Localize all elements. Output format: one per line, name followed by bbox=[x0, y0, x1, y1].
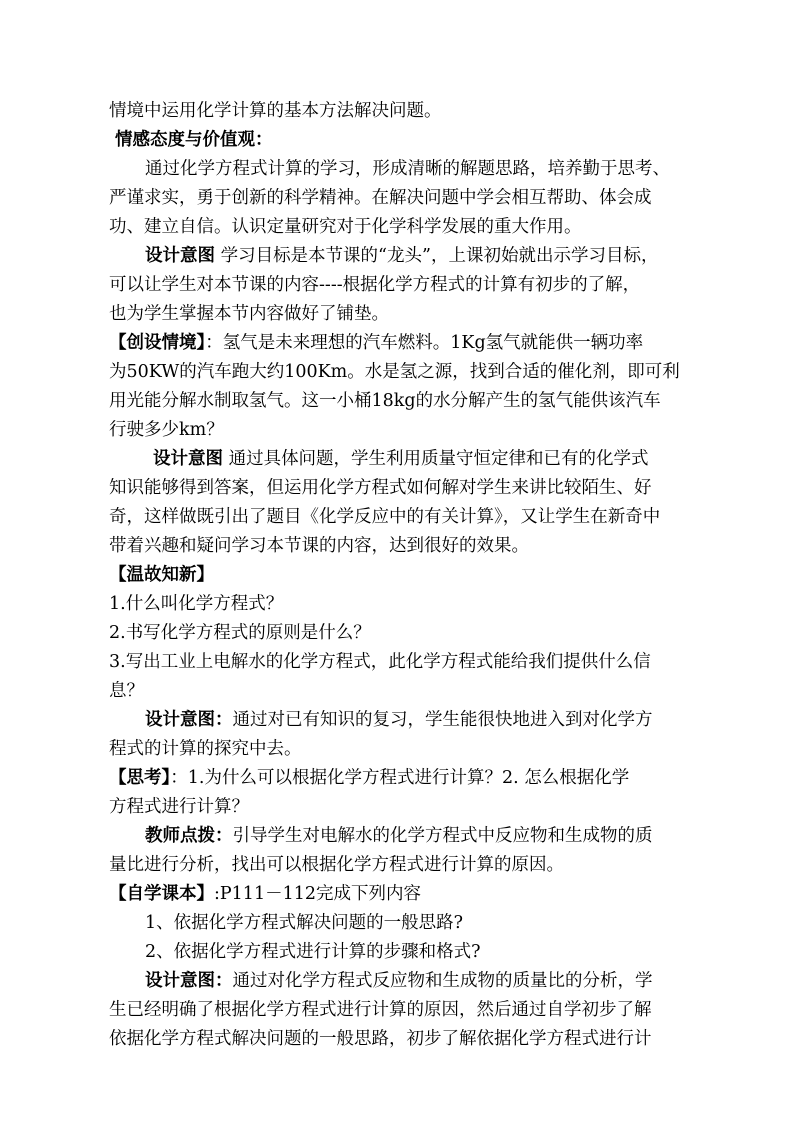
body-text: 严谨求实，勇于创新的科学精神。在解决问题中学会相互帮助、体会成 bbox=[109, 188, 652, 208]
body-text: 为50KW的汽车跑大约100Km。水是氢之源，找到合适的催化剂，即可利 bbox=[109, 362, 680, 382]
bold-heading-text: 【思考】 bbox=[109, 768, 171, 788]
text-line bbox=[109, 329, 689, 358]
body-text: 奇，这样做既引出了题目《化学反应中的有关计算》，又让学生在新奇中 bbox=[109, 507, 661, 527]
body-text: 通过化学方程式计算的学习，形成清晰的解题思路，培养勤于思考、 bbox=[145, 159, 670, 179]
body-text: 通过具体问题，学生利用质量守恒定律和已有的化学式 bbox=[223, 449, 649, 469]
text-line bbox=[109, 503, 689, 532]
text-line bbox=[109, 735, 689, 764]
body-text: :P111－112完成下列内容 bbox=[214, 884, 421, 904]
body-text: 引导学生对电解水的化学方程式中反应物和生成物的质 bbox=[232, 826, 653, 846]
text-line bbox=[109, 764, 689, 793]
text-line bbox=[109, 416, 689, 445]
body-text: ：1.为什么可以根据化学方程式进行计算？2. 怎么根据化学 bbox=[170, 768, 630, 788]
body-text: 依据化学方程式解决问题的一般思路，初步了解依据化学方程式进行计 bbox=[109, 1029, 652, 1049]
text-line bbox=[109, 474, 689, 503]
body-text: 带着兴趣和疑问学习本节课的内容，达到很好的效果。 bbox=[109, 536, 529, 556]
text-line bbox=[109, 1025, 689, 1054]
body-text: 生已经明确了根据化学方程式进行计算的原因，然后通过自学初步了解 bbox=[109, 1000, 652, 1020]
text-line bbox=[109, 851, 689, 880]
text-line bbox=[109, 300, 689, 329]
text-line bbox=[109, 155, 689, 184]
body-text: 学习目标是本节课的“龙头”，上课初始就出示学习目标， bbox=[215, 246, 659, 266]
body-text: 用光能分解水制取氢气。这一小桶18kg的水分解产生的氢气能供该汽车 bbox=[109, 391, 661, 411]
text-line bbox=[109, 967, 689, 996]
text-line bbox=[109, 909, 689, 938]
text-line bbox=[109, 532, 689, 561]
bold-heading-text: 【温故知新】 bbox=[109, 565, 214, 585]
text-line bbox=[109, 126, 689, 155]
text-line bbox=[109, 648, 689, 677]
body-text: 量比进行分析，找出可以根据化学方程式进行计算的原因。 bbox=[109, 855, 564, 875]
bold-heading-text: 设计意图： bbox=[145, 710, 233, 730]
body-text: 3.写出工业上电解水的化学方程式，此化学方程式能给我们提供什么信 bbox=[109, 652, 651, 672]
text-line bbox=[109, 590, 689, 619]
body-text: 2、依据化学方程式进行计算的步骤和格式? bbox=[145, 942, 481, 962]
text-line bbox=[109, 387, 689, 416]
bold-heading-text: 设计意图 bbox=[145, 246, 215, 266]
text-line bbox=[109, 793, 689, 822]
bold-heading-text: 情感态度与价值观： bbox=[115, 130, 273, 150]
document-body bbox=[109, 97, 689, 1054]
body-text: 1、依据化学方程式解决问题的一般思路? bbox=[145, 913, 464, 933]
body-text: 通过对已有知识的复习，学生能很快地进入到对化学方 bbox=[232, 710, 653, 730]
text-line bbox=[109, 358, 689, 387]
bold-heading-text: 【自学课本】 bbox=[109, 884, 214, 904]
body-text: 通过对化学方程式反应物和生成物的质量比的分析，学 bbox=[232, 971, 653, 991]
text-line bbox=[109, 445, 689, 474]
text-line bbox=[109, 822, 689, 851]
bold-heading-text: 教师点拨： bbox=[145, 826, 233, 846]
body-text: 息？ bbox=[109, 681, 144, 701]
body-text: 可以让学生对本节课的内容----根据化学方程式的计算有初步的了解， bbox=[109, 275, 641, 295]
bold-heading-text: 设计意图： bbox=[145, 971, 233, 991]
body-text: 功、建立自信。认识定量研究对于化学科学发展的重大作用。 bbox=[109, 217, 582, 237]
body-text: 情境中运用化学计算的基本方法解决问题。 bbox=[109, 101, 442, 121]
text-line bbox=[109, 213, 689, 242]
body-text: 也为学生掌握本节内容做好了铺垫。 bbox=[109, 304, 389, 324]
text-line bbox=[109, 184, 689, 213]
body-text: 1.什么叫化学方程式？ bbox=[109, 594, 284, 614]
text-line bbox=[109, 242, 689, 271]
text-line bbox=[109, 619, 689, 648]
body-text: 行驶多少km？ bbox=[109, 420, 224, 440]
text-line bbox=[109, 706, 689, 735]
text-line bbox=[109, 880, 689, 909]
text-line bbox=[109, 561, 689, 590]
bold-heading-text: 设计意图 bbox=[153, 449, 223, 469]
bold-heading-text: 【创设情境】 bbox=[109, 333, 206, 353]
text-line bbox=[109, 97, 689, 126]
body-text: 知识能够得到答案，但运用化学方程式如何解对学生来讲比较陌生、好 bbox=[109, 478, 652, 498]
body-text: 2.书写化学方程式的原则是什么？ bbox=[109, 623, 371, 643]
text-line bbox=[109, 677, 689, 706]
body-text: 程式的计算的探究中去。 bbox=[109, 739, 302, 759]
text-line bbox=[109, 271, 689, 300]
body-text: 方程式进行计算？ bbox=[109, 797, 249, 817]
text-line bbox=[109, 996, 689, 1025]
text-line bbox=[109, 938, 689, 967]
body-text: ：氢气是未来理想的汽车燃料。1Kg氢气就能供一辆功率 bbox=[205, 333, 644, 353]
